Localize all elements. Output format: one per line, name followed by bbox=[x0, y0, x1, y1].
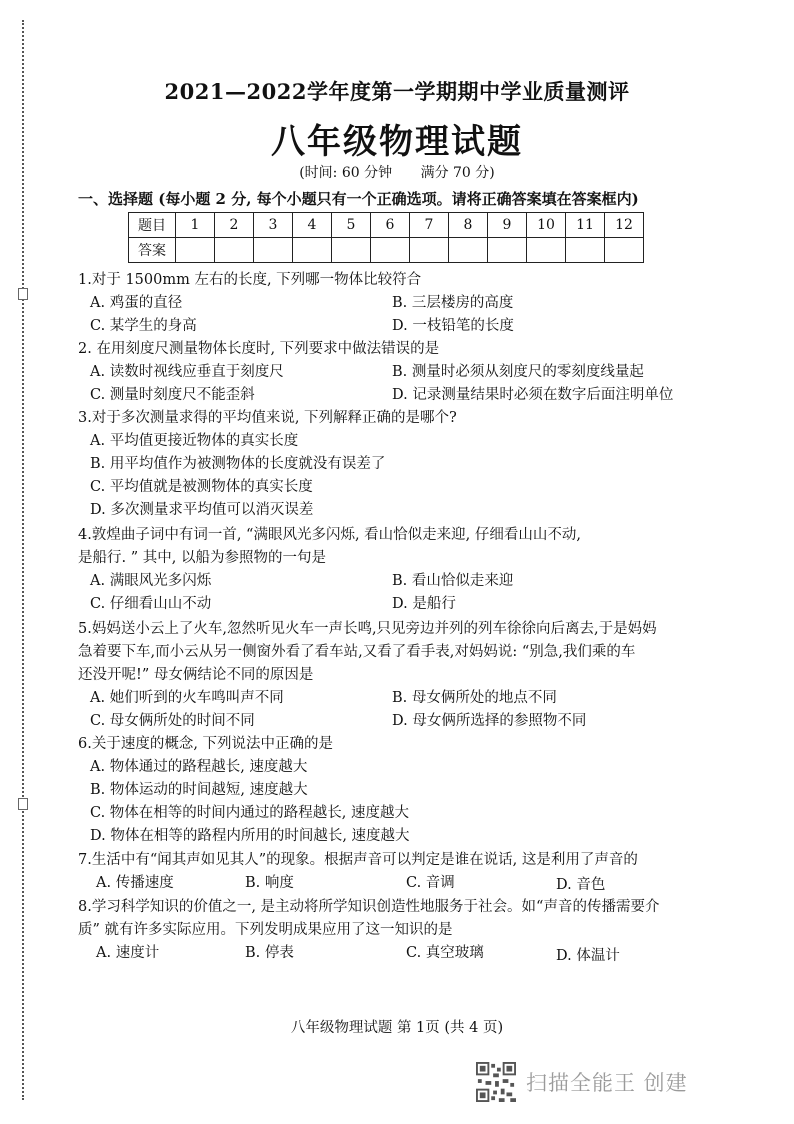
question-5-stem-line-2: 急着要下车,而小云从另一侧窗外看了看车站,又看了看手表,对妈妈说: “别急,我们乘的车 bbox=[78, 644, 636, 660]
answer-cell[interactable] bbox=[293, 238, 332, 263]
binding-dotted-line bbox=[22, 20, 24, 1100]
question-4-option-a: A. 满眼风光多闪烁 bbox=[90, 573, 212, 589]
row-label: 答案 bbox=[129, 238, 176, 263]
question-8-stem-line-2: 质” 就有许多实际应用。下列发明成果应用了这一知识的是 bbox=[78, 922, 453, 938]
section-heading: 一、选择题 (每小题 2 分, 每个小题只有一个正确选项。请将正确答案填在答案框内) bbox=[78, 190, 639, 208]
answer-table-number-row bbox=[129, 213, 644, 238]
question-8-option-a: A. 速度计 bbox=[96, 945, 160, 961]
answer-cell[interactable] bbox=[215, 238, 254, 263]
binding-mark bbox=[18, 288, 28, 300]
question-number-cell: 1 bbox=[176, 213, 215, 238]
question-2-option-a: A. 读数时视线应垂直于刻度尺 bbox=[90, 364, 284, 380]
question-4-stem-line-2: 是船行. ” 其中, 以船为参照物的一句是 bbox=[78, 550, 326, 566]
time-limit: (时间: 60 分钟 bbox=[299, 165, 393, 181]
question-6-stem: 6.关于速度的概念, 下列说法中正确的是 bbox=[78, 736, 334, 752]
answer-cell[interactable] bbox=[449, 238, 488, 263]
question-number-cell: 11 bbox=[566, 213, 605, 238]
question-number-cell: 9 bbox=[488, 213, 527, 238]
question-number-cell: 8 bbox=[449, 213, 488, 238]
question-7-option-c: C. 音调 bbox=[406, 875, 455, 891]
exam-subject-title: 八年级物理试题 bbox=[271, 122, 523, 162]
question-number-cell: 7 bbox=[410, 213, 449, 238]
answer-cell[interactable] bbox=[605, 238, 644, 263]
question-4-option-b: B. 看山恰似走来迎 bbox=[392, 573, 514, 589]
scanner-watermark bbox=[476, 1062, 688, 1102]
question-2-stem: 2. 在用刻度尺测量物体长度时, 下列要求中做法错误的是 bbox=[78, 341, 440, 357]
question-3-stem: 3.对于多次测量求得的平均值来说, 下列解释正确的是哪个? bbox=[78, 410, 457, 426]
answer-cell[interactable] bbox=[527, 238, 566, 263]
question-6-option-b: B. 物体运动的时间越短, 速度越大 bbox=[90, 782, 308, 798]
question-8-option-b: B. 停表 bbox=[245, 945, 294, 961]
question-1-option-d: D. 一枝铅笔的长度 bbox=[392, 318, 514, 334]
question-6-option-a: A. 物体通过的路程越长, 速度越大 bbox=[90, 759, 308, 775]
question-number-cell: 3 bbox=[254, 213, 293, 238]
answer-cell[interactable] bbox=[332, 238, 371, 263]
question-8-option-c: C. 真空玻璃 bbox=[406, 945, 484, 961]
question-2-option-d: D. 记录测量结果时必须在数字后面注明单位 bbox=[392, 387, 674, 403]
answer-table bbox=[128, 212, 644, 263]
question-7-option-a: A. 传播速度 bbox=[96, 875, 174, 891]
question-number-cell: 5 bbox=[332, 213, 371, 238]
question-3-option-a: A. 平均值更接近物体的真实长度 bbox=[90, 433, 299, 449]
question-7-option-d: D. 音色 bbox=[556, 877, 606, 893]
watermark-text: 扫描全能王 创建 bbox=[526, 1071, 688, 1095]
exam-period-title: 2021—2022学年度第一学期期中学业质量测评 bbox=[164, 79, 630, 104]
exam-info bbox=[0, 162, 794, 182]
binding-mark bbox=[18, 798, 28, 810]
question-4-stem: 4.敦煌曲子词中有词一首, “满眼风光多闪烁, 看山恰似走来迎, 仔细看山山不动, bbox=[78, 527, 582, 543]
question-number-cell: 2 bbox=[215, 213, 254, 238]
question-7-option-b: B. 响度 bbox=[245, 875, 294, 891]
question-4-option-c: C. 仔细看山山不动 bbox=[90, 596, 212, 612]
answer-table-answer-row bbox=[129, 238, 644, 263]
question-5-stem: 5.妈妈送小云上了火车,忽然听见火车一声长鸣,只见旁边并列的列车徐徐向后离去,于是妈妈 bbox=[78, 621, 657, 637]
page-footer: 八年级物理试题 第 1页 (共 4 页) bbox=[290, 1020, 504, 1036]
qr-code-icon bbox=[476, 1062, 516, 1102]
answer-cell[interactable] bbox=[410, 238, 449, 263]
question-4-option-d: D. 是船行 bbox=[392, 596, 456, 612]
question-number-cell: 12 bbox=[605, 213, 644, 238]
question-6-option-d: D. 物体在相等的路程内所用的时间越长, 速度越大 bbox=[90, 828, 410, 844]
question-2-option-c: C. 测量时刻度尺不能歪斜 bbox=[90, 387, 255, 403]
full-score: 满分 70 分) bbox=[420, 165, 495, 181]
question-5-stem-line-3: 还没开呢!” 母女俩结论不同的原因是 bbox=[78, 667, 314, 683]
question-5-option-d: D. 母女俩所选择的参照物不同 bbox=[392, 713, 587, 729]
answer-cell[interactable] bbox=[254, 238, 293, 263]
question-8-stem: 8.学习科学知识的价值之一, 是主动将所学知识创造性地服务于社会。如“声音的传播需要介 bbox=[78, 899, 660, 915]
question-number-cell: 10 bbox=[527, 213, 566, 238]
question-5-option-c: C. 母女俩所处的时间不同 bbox=[90, 713, 255, 729]
question-8-option-d: D. 体温计 bbox=[556, 948, 620, 964]
question-5-option-b: B. 母女俩所处的地点不同 bbox=[392, 690, 557, 706]
question-6-option-c: C. 物体在相等的时间内通过的路程越长, 速度越大 bbox=[90, 805, 410, 821]
question-3-option-b: B. 用平均值作为被测物体的长度就没有误差了 bbox=[90, 456, 386, 472]
question-1-option-a: A. 鸡蛋的直径 bbox=[90, 295, 183, 311]
answer-cell[interactable] bbox=[566, 238, 605, 263]
question-5-option-a: A. 她们听到的火车鸣叫声不同 bbox=[90, 690, 284, 706]
question-1-option-c: C. 某学生的身高 bbox=[90, 318, 197, 334]
question-number-cell: 6 bbox=[371, 213, 410, 238]
answer-cell[interactable] bbox=[488, 238, 527, 263]
question-number-cell: 4 bbox=[293, 213, 332, 238]
question-3-option-d: D. 多次测量求平均值可以消灭误差 bbox=[90, 502, 314, 518]
row-label: 题目 bbox=[129, 213, 176, 238]
question-1-option-b: B. 三层楼房的高度 bbox=[392, 295, 514, 311]
answer-cell[interactable] bbox=[176, 238, 215, 263]
question-7-stem: 7.生活中有“闻其声如见其人”的现象。根据声音可以判定是谁在说话, 这是利用了声音的 bbox=[78, 852, 638, 868]
answer-cell[interactable] bbox=[371, 238, 410, 263]
question-2-option-b: B. 测量时必须从刻度尺的零刻度线量起 bbox=[392, 364, 644, 380]
question-3-option-c: C. 平均值就是被测物体的真实长度 bbox=[90, 479, 313, 495]
question-1-stem: 1.对于 1500mm 左右的长度, 下列哪一物体比较符合 bbox=[78, 272, 422, 288]
